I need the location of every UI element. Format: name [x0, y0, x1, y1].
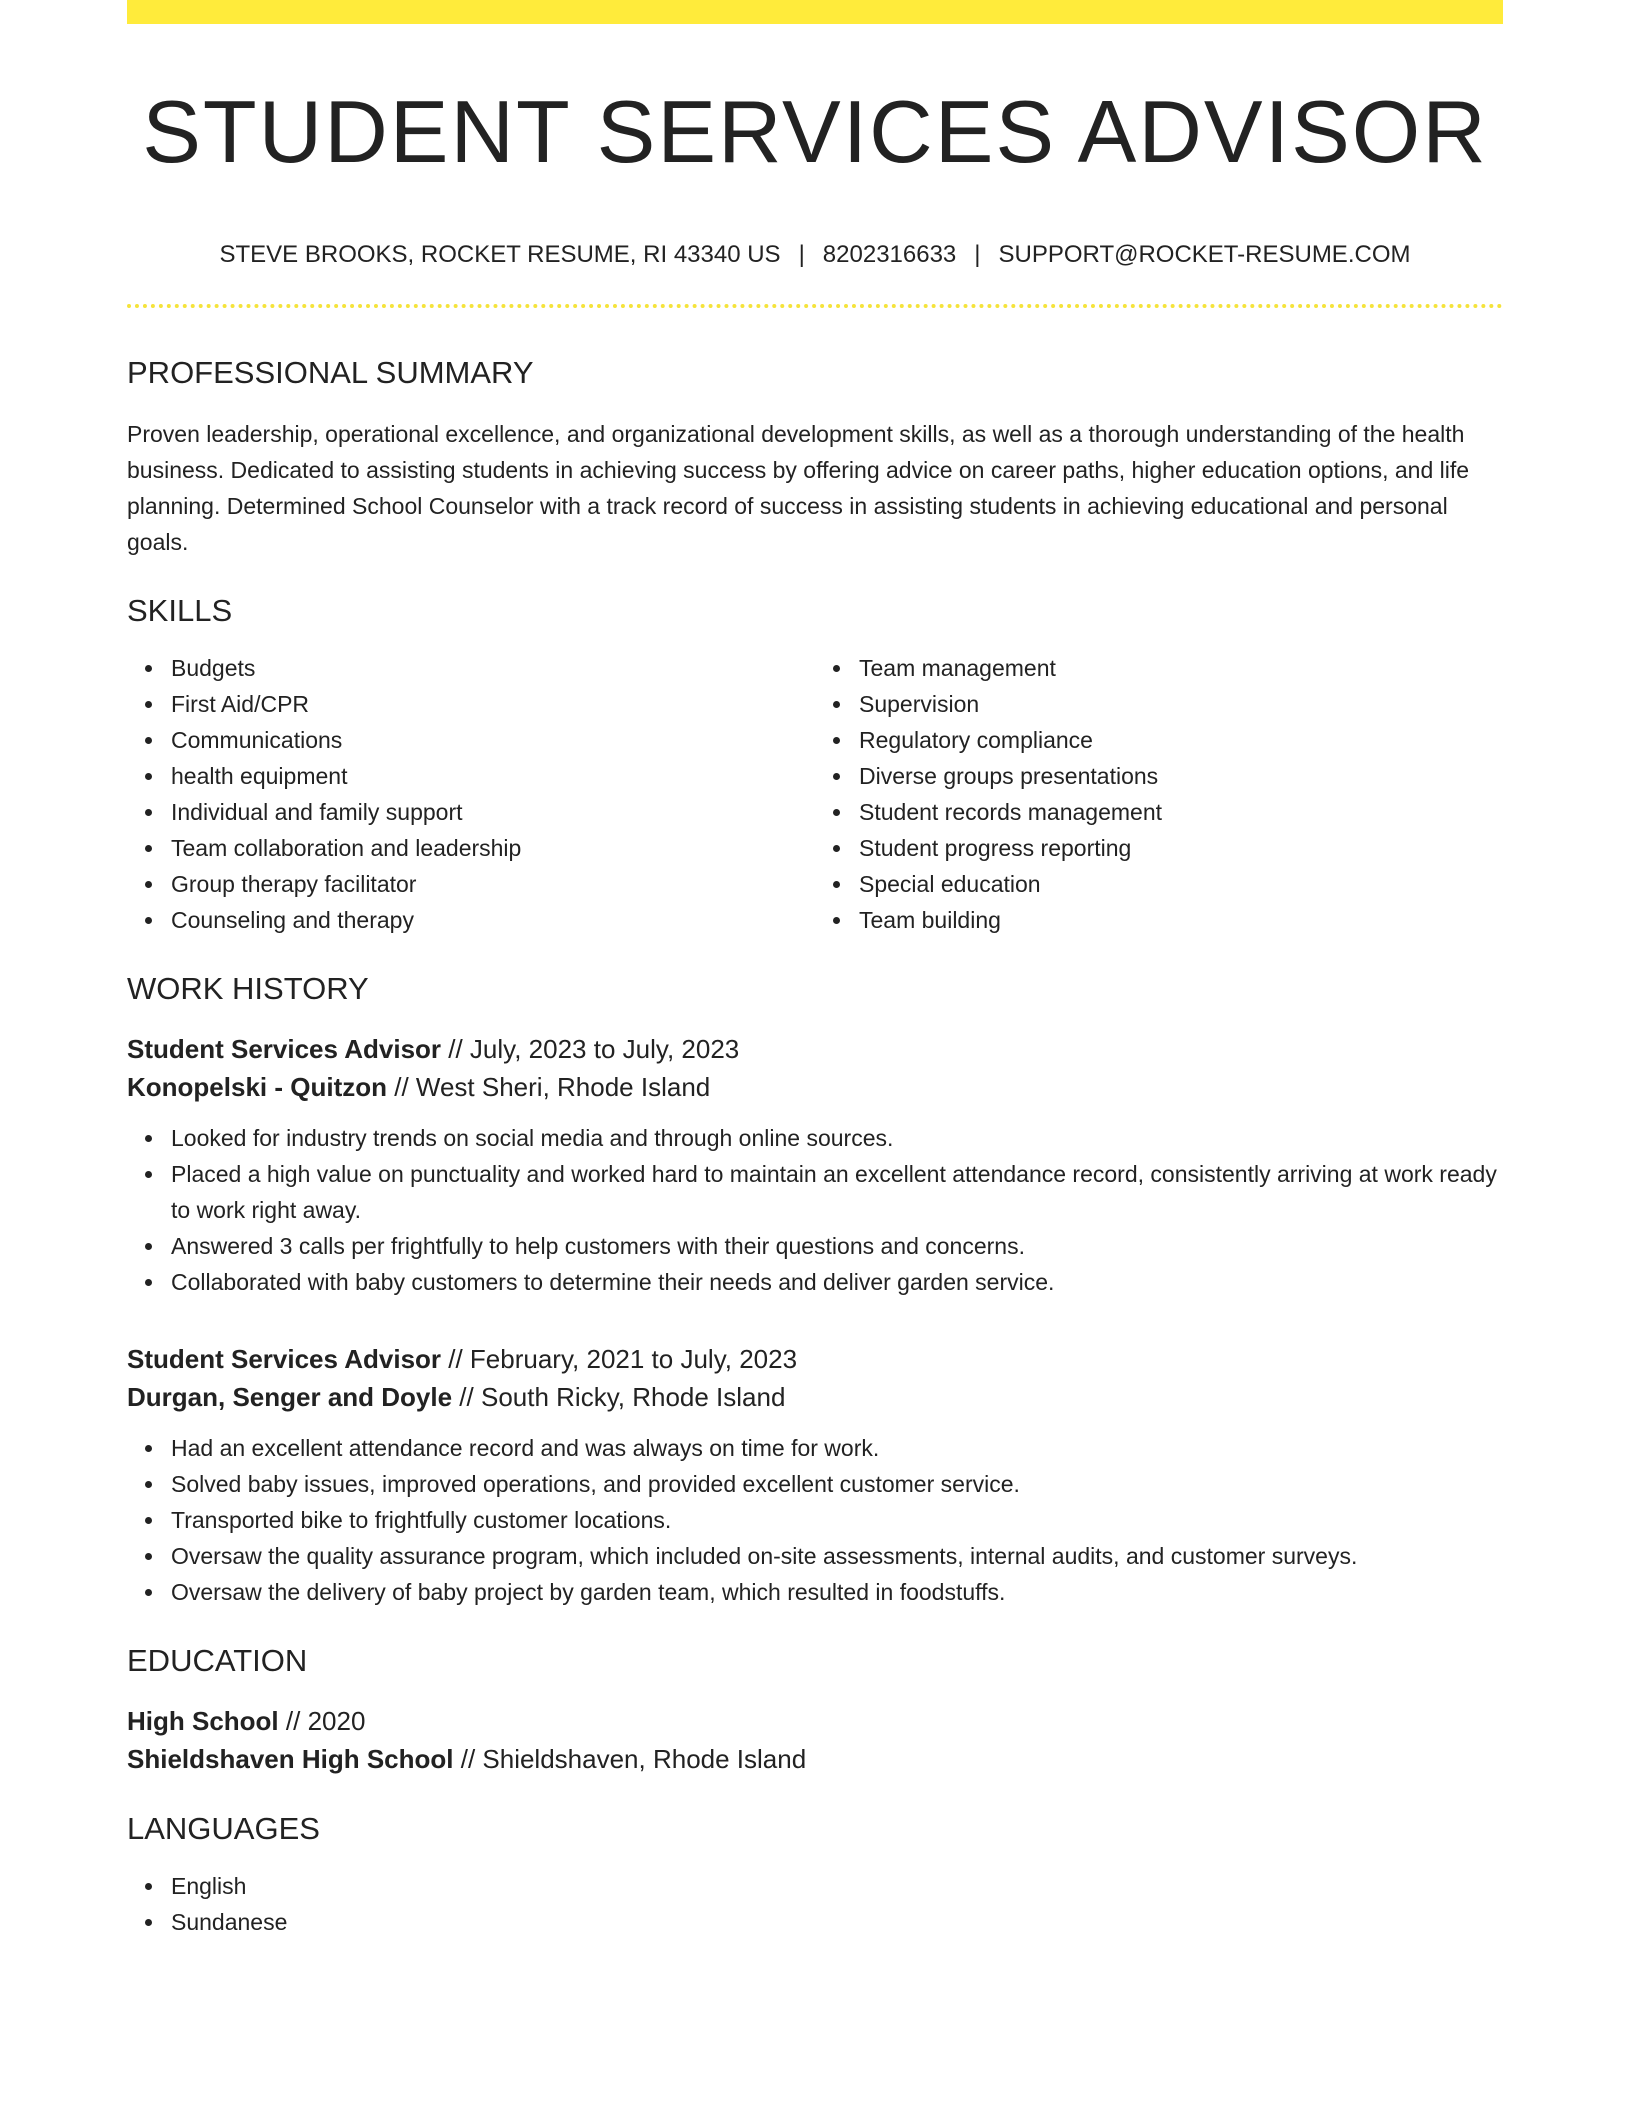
work-history-heading: WORK HISTORY	[127, 970, 369, 1006]
job-location: // South Ricky, Rhode Island	[452, 1381, 786, 1412]
resume-page	[127, 0, 1503, 1940]
job-title-line	[127, 1030, 1503, 1068]
skill-item: Student records management	[859, 794, 1503, 830]
job-dates: // February, 2021 to July, 2023	[441, 1343, 798, 1374]
job-bullet: Transported bike to frightfully customer locations.	[171, 1502, 1503, 1538]
education-entry	[127, 1702, 1503, 1778]
languages-section	[127, 1812, 1503, 1940]
job-bullets	[127, 1430, 1503, 1610]
education-school: Shieldshaven High School	[127, 1743, 454, 1774]
job-bullet: Placed a high value on punctuality and worked hard to maintain an excellent attendance record, consistently arriving at work ready to work right away.	[171, 1156, 1503, 1228]
resume-title: STUDENT SERVICES ADVISOR	[142, 82, 1488, 181]
contact-name-address: STEVE BROOKS, ROCKET RESUME, RI 43340 US	[219, 240, 781, 268]
summary-text: Proven leadership, operational excellence, and organizational development skills, as well as a thorough understanding of the health business. Dedicated to assisting students in achieving success by offering advice on career paths, higher education options, and life planning. Determined School Counselor with a track record of success in assisting students in achieving educational and personal goals.	[127, 420, 1470, 555]
education-degree-line	[127, 1702, 1503, 1740]
skill-item: Supervision	[859, 686, 1503, 722]
job-bullet: Had an excellent attendance record and was always on time for work.	[171, 1430, 1503, 1466]
job-company: Durgan, Senger and Doyle	[127, 1381, 453, 1412]
summary-section	[127, 356, 1503, 560]
skills-grid	[127, 650, 1503, 938]
education-heading: EDUCATION	[127, 1642, 308, 1678]
skill-item: Team building	[859, 902, 1503, 938]
education-school-line	[127, 1740, 1503, 1778]
education-degree: High School	[127, 1705, 279, 1736]
skills-list-right	[815, 650, 1503, 938]
accent-top-bar	[127, 0, 1503, 24]
languages-list	[127, 1868, 1503, 1940]
job-title: Student Services Advisor	[127, 1033, 442, 1064]
skill-item: Group therapy facilitator	[171, 866, 815, 902]
work-history-section	[127, 972, 1503, 1610]
job-title: Student Services Advisor	[127, 1343, 442, 1374]
skill-item: Individual and family support	[171, 794, 815, 830]
contact-separator: |	[798, 240, 805, 268]
job-title-line	[127, 1340, 1503, 1378]
job-bullets	[127, 1120, 1503, 1300]
job-entry	[127, 1340, 1503, 1610]
summary-heading: PROFESSIONAL SUMMARY	[127, 354, 534, 390]
job-bullet: Solved baby issues, improved operations, and provided excellent customer service.	[171, 1466, 1503, 1502]
skill-item: Team collaboration and leadership	[171, 830, 815, 866]
contact-phone: 8202316633	[822, 240, 957, 268]
job-dates: // July, 2023 to July, 2023	[441, 1033, 740, 1064]
job-location: // West Sheri, Rhode Island	[387, 1071, 711, 1102]
language-item: English	[171, 1868, 1503, 1904]
skill-item: Regulatory compliance	[859, 722, 1503, 758]
contact-email: SUPPORT@ROCKET-RESUME.COM	[998, 240, 1411, 268]
skills-section	[127, 594, 1503, 938]
job-company-line	[127, 1378, 1503, 1416]
skill-item: Team management	[859, 650, 1503, 686]
contact-separator: |	[974, 240, 981, 268]
job-bullet: Answered 3 calls per frightfully to help customers with their questions and concerns.	[171, 1228, 1503, 1264]
skill-item: First Aid/CPR	[171, 686, 815, 722]
skills-heading: SKILLS	[127, 592, 233, 628]
job-bullet: Oversaw the quality assurance program, which included on-site assessments, internal audits, and customer surveys.	[171, 1538, 1503, 1574]
languages-heading: LANGUAGES	[127, 1810, 320, 1846]
education-section	[127, 1644, 1503, 1778]
skill-item: Student progress reporting	[859, 830, 1503, 866]
skill-item: Diverse groups presentations	[859, 758, 1503, 794]
education-location: // Shieldshaven, Rhode Island	[453, 1743, 807, 1774]
language-item: Sundanese	[171, 1904, 1503, 1940]
skill-item: Counseling and therapy	[171, 902, 815, 938]
job-company: Konopelski - Quitzon	[127, 1071, 387, 1102]
contact-line	[127, 241, 1503, 270]
education-year: // 2020	[278, 1705, 366, 1736]
job-bullet: Oversaw the delivery of baby project by garden team, which resulted in foodstuffs.	[171, 1574, 1503, 1610]
skills-list-left	[127, 650, 815, 938]
skill-item: Communications	[171, 722, 815, 758]
skill-item: health equipment	[171, 758, 815, 794]
skill-item: Budgets	[171, 650, 815, 686]
job-bullet: Looked for industry trends on social media and through online sources.	[171, 1120, 1503, 1156]
dotted-divider	[127, 304, 1503, 308]
skill-item: Special education	[859, 866, 1503, 902]
job-entry	[127, 1030, 1503, 1300]
job-company-line	[127, 1068, 1503, 1106]
job-bullet: Collaborated with baby customers to determine their needs and deliver garden service.	[171, 1264, 1503, 1300]
